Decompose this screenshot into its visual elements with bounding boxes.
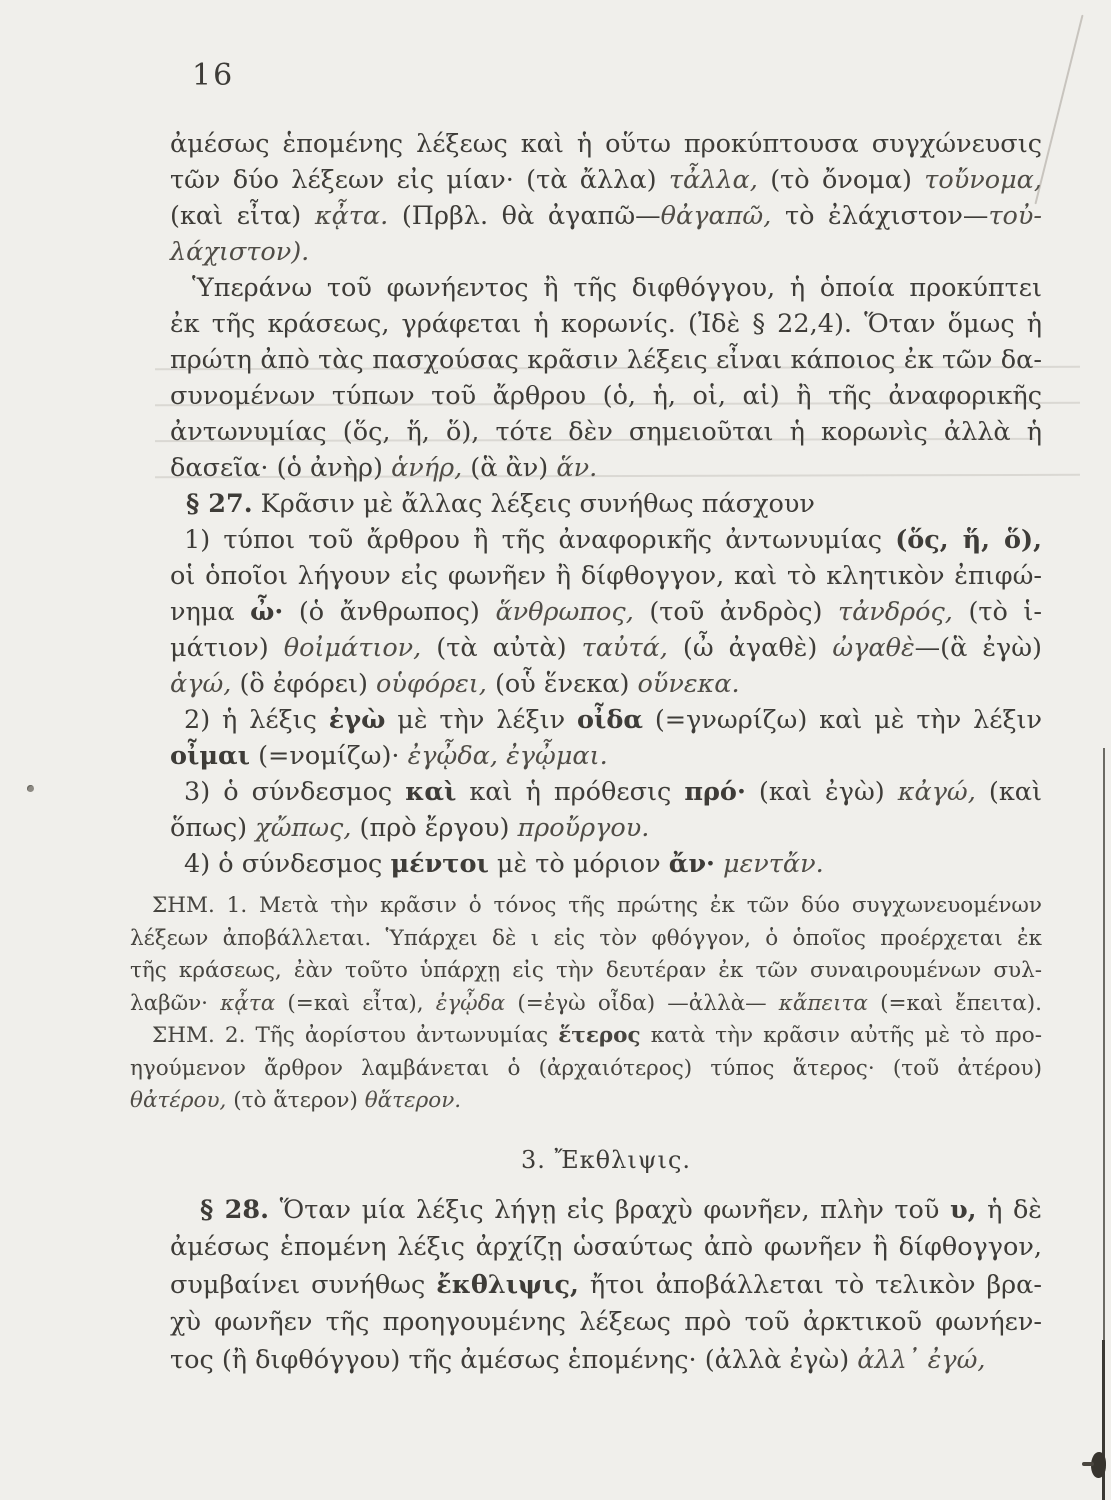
text-segment: λάχιστον). — [170, 237, 310, 267]
text-segment: χὺ φωνῆεν τῆς προηγουμένης λέξεως πρὸ τοῦ ἀρκτικοῦ φωνήεν- — [170, 1307, 1042, 1337]
text-segment: ἄν· — [668, 849, 715, 879]
text-segment: (ὃ ἐφόρει) — [231, 669, 377, 699]
text-segment: —(ἃ ἐγὼ) — [914, 633, 1042, 663]
text-segment: νημα — [170, 597, 251, 627]
text-segment: ἀντωνυμίας (ὅς, ἥ, ὅ), τότε δὲν σημειοῦται ἡ κορωνὶς ἀλλὰ ἡ — [170, 417, 1042, 447]
text-segment: (ὦ ἀγαθὲ) — [667, 633, 833, 663]
text-segment: πρώτη ἀπὸ τὰς πασχούσας κρᾶσιν λέξεις εἶναι κάποιος ἐκ τῶν δα- — [170, 345, 1042, 375]
text-segment: συνομένων τύπων τοῦ ἄρθρου (ὁ, ἡ, οἱ, αἱ) ἢ τῆς ἀναφορικῆς — [170, 381, 1042, 411]
text-segment: λέξεων ἀποβάλλεται. Ὑπάρχει δὲ ι εἰς τὸν φθόγγον, ὁ ὁποῖος προέρχεται ἐκ — [130, 925, 1042, 951]
text-segment: τοὐ- — [988, 201, 1043, 231]
text-line — [170, 846, 1042, 882]
text-segment: τῶν δύο λέξεων εἰς μίαν· (τὰ ἄλλα) — [170, 165, 669, 195]
text-line — [170, 450, 1042, 486]
text-line — [170, 702, 1042, 738]
text-line — [170, 342, 1042, 378]
text-segment: μεντἄν. — [723, 849, 824, 879]
text-segment: οἱ ὁποῖοι λήγουν εἰς φωνῆεν ἢ δίφθογγον, καὶ τὸ κλητικὸν ἐπιφώ- — [170, 561, 1042, 591]
text-segment: προὔργου. — [517, 813, 650, 843]
text-segment: Ὅταν μία λέξις λήγῃ εἰς βραχὺ φωνῆεν, πλὴν τοῦ — [269, 1194, 950, 1225]
text-segment: ηγούμενον ἄρθρον λαμβάνεται ὁ (ἀρχαιότερος) τύπος ἅτερος· (τοῦ ἀτέρου) — [130, 1055, 1042, 1081]
body-paragraph — [130, 126, 1042, 270]
text-segment: ἐκ τῆς κράσεως, γράφεται ἡ κορωνίς. (Ἰδὲ § 22,4). Ὅταν ὅμως ἡ — [170, 309, 1042, 339]
text-segment: πρό· — [684, 777, 746, 807]
text-segment: (τὰ αὐτὰ) — [421, 633, 582, 663]
text-segment: (=καὶ ἔπειτα). — [867, 990, 1042, 1016]
text-segment: (ὁ ἄνθρωπος) — [283, 597, 496, 627]
text-segment: τῆς κράσεως, ἐὰν τοῦτο ὑπάρχῃ εἰς τὴν δευτέραν ἐκ τῶν συναιρουμένων συλ- — [130, 958, 1042, 983]
text-segment: λαβῶν· — [130, 990, 221, 1016]
text-segment: μέντοι — [390, 849, 489, 879]
text-segment: ἀμέσως ἑπομένη λέξις ἀρχίζῃ ὡσαύτως ἀπὸ φωνῆεν ἢ δίφθογγον, — [170, 1232, 1042, 1262]
text-segment: οὑφόρει, — [376, 669, 487, 699]
text-line — [170, 306, 1042, 342]
paper-crease-line — [1034, 15, 1083, 205]
text-segment: § 28. — [200, 1194, 270, 1225]
text-segment: ταὐτά, — [581, 633, 668, 663]
ink-blob-spur — [1082, 1462, 1094, 1466]
text-segment: μὲ τὴν λέξιν — [385, 705, 577, 735]
text-segment: ἤτοι ἀποβάλλεται τὸ τελικὸν βρα- — [578, 1269, 1043, 1300]
text-column — [130, 126, 1042, 1379]
text-line — [130, 1085, 1042, 1118]
text-segment: κᾆτα — [220, 990, 276, 1016]
text-line — [170, 738, 1042, 774]
body-paragraph — [130, 1192, 1042, 1380]
text-segment: θἅτερον. — [364, 1088, 462, 1113]
text-segment: ὠγαθὲ — [832, 633, 915, 663]
text-segment: χὤπως, — [255, 813, 352, 843]
text-segment: οἶμαι — [170, 741, 250, 771]
body-paragraph — [130, 702, 1042, 774]
text-segment: (καὶ — [975, 777, 1042, 807]
text-line — [170, 126, 1042, 162]
text-segment: ἅνθρωπος, — [495, 597, 634, 627]
text-segment — [715, 849, 723, 879]
text-line — [170, 1192, 1042, 1230]
text-segment: τοὔνομα, — [924, 165, 1042, 195]
text-segment: ἅν. — [556, 453, 598, 483]
text-segment: Κρᾶσιν μὲ ἄλλας λέξεις συνήθως πάσχουν — [252, 489, 815, 519]
text-line — [170, 486, 1042, 522]
text-segment: ΣΗΜ. 1. Μετὰ τὴν κρᾶσιν ὁ τόνος τῆς πρώτης ἐκ τῶν δύο συγχωνευομένων — [152, 893, 1042, 918]
text-line — [170, 558, 1042, 594]
text-segment: τἆλλα, — [668, 165, 758, 195]
text-line — [170, 594, 1042, 630]
text-segment: οὕνεκα. — [637, 669, 740, 699]
body-paragraph — [130, 270, 1042, 486]
text-line — [130, 955, 1042, 988]
body-paragraph — [130, 486, 1042, 522]
text-line — [130, 988, 1042, 1021]
text-segment: συμβαίνει συνήθως — [170, 1269, 437, 1300]
text-segment: καὶ ἡ πρόθεσις — [456, 777, 685, 807]
text-segment: 4) ὁ σύνδεσμος — [184, 849, 391, 879]
text-segment: ἔκθλιψις, — [436, 1269, 579, 1300]
text-segment: ἁνήρ, — [391, 453, 463, 483]
text-line — [170, 162, 1042, 198]
text-segment: ἀμέσως ἑπομένης λέξεως καὶ ἡ οὕτω προκύπτουσα συγχώνευσις — [170, 129, 1042, 159]
text-segment: τος (ἢ διφθόγγου) τῆς ἀμέσως ἑπομένης· (ἀλλὰ ἐγὼ) — [170, 1344, 858, 1375]
text-segment: θἀγαπῶ, — [660, 201, 772, 231]
text-line — [170, 1342, 1042, 1380]
text-segment: δασεῖα· (ὁ ἀνὴρ) — [170, 453, 392, 483]
text-segment: ἀλλ᾽ ἐγώ, — [857, 1344, 986, 1375]
text-segment: ἐγᾦδα — [435, 990, 506, 1016]
text-segment: καὶ — [405, 777, 457, 807]
text-line — [170, 1304, 1042, 1342]
text-segment: κατὰ τὴν κρᾶσιν αὐτῆς μὲ τὸ προ- — [640, 1023, 1042, 1048]
text-segment: (=ἐγὼ οἶδα) —ἀλλὰ— — [505, 990, 779, 1016]
text-segment: θοἰμάτιον, — [283, 633, 422, 663]
text-segment: (πρὸ ἔργου) — [351, 813, 518, 843]
text-line — [170, 522, 1042, 558]
text-segment: κἄπειτα — [778, 990, 868, 1016]
text-segment: (τὸ ἅτερον) — [226, 1088, 365, 1113]
text-line — [170, 1267, 1042, 1305]
text-segment: 1) τύποι τοῦ ἄρθρου ἢ τῆς ἀναφορικῆς ἀντωνυμίας — [184, 525, 896, 555]
text-line — [170, 414, 1042, 450]
text-segment: (οὗ ἕνεκα) — [486, 669, 638, 699]
text-segment: υ, — [949, 1194, 977, 1225]
footnote-paragraph — [130, 890, 1042, 1020]
text-line — [170, 666, 1042, 702]
section-heading — [130, 1144, 1042, 1176]
text-segment: Ὑπεράνω τοῦ φωνήεντος ἢ τῆς διφθόγγου, ἡ ὁποία προκύπτει — [192, 273, 1042, 303]
text-segment: 3) ὁ σύνδεσμος — [184, 777, 406, 807]
page-number: 16 — [192, 58, 235, 93]
margin-speck — [27, 785, 34, 792]
text-line — [170, 1229, 1042, 1267]
text-segment: (τὸ ὄνομα) — [757, 165, 925, 195]
text-line — [130, 1020, 1042, 1053]
text-segment: οἶδα — [577, 705, 643, 735]
text-line — [170, 630, 1042, 666]
text-line — [170, 234, 1042, 270]
text-segment: § 27. — [186, 489, 253, 519]
text-segment: ΣΗΜ. 2. Τῆς ἀορίστου ἀντωνυμίας — [152, 1023, 559, 1048]
text-segment: ἡ δὲ — [976, 1194, 1042, 1225]
text-segment: (=γνωρίζω) καὶ μὲ τὴν λέξιν — [642, 705, 1042, 735]
text-segment: ἕτερος — [558, 1023, 641, 1048]
text-segment: κἀγώ, — [897, 777, 976, 807]
text-segment: τἀνδρός, — [837, 597, 953, 627]
text-segment: μάτιον) — [170, 633, 284, 663]
text-segment: ὦ· — [250, 597, 284, 627]
text-line — [170, 774, 1042, 810]
body-paragraph — [130, 846, 1042, 882]
text-segment: (=καὶ εἶτα), — [275, 990, 436, 1016]
text-line — [130, 923, 1042, 956]
text-segment: (τοῦ ἀνδρὸς) — [633, 597, 838, 627]
body-paragraph — [130, 522, 1042, 702]
text-line — [170, 810, 1042, 846]
text-line — [170, 378, 1042, 414]
text-segment: ὅπως) — [170, 813, 256, 843]
text-segment: τὸ ἐλάχιστον— — [771, 201, 989, 231]
text-line — [170, 270, 1042, 306]
body-paragraph — [130, 774, 1042, 846]
text-segment: (ἃ ἂν) — [462, 453, 557, 483]
footnote-paragraph — [130, 1020, 1042, 1118]
text-line — [130, 1053, 1042, 1086]
text-segment: (καὶ εἶτα) — [170, 201, 315, 231]
text-segment: (Πρβλ. θὰ ἀγαπῶ— — [388, 201, 661, 231]
text-segment: ἁγώ, — [170, 669, 232, 699]
text-line — [130, 890, 1042, 923]
text-segment: ἐγὼ — [328, 705, 386, 735]
text-segment: 2) ἡ λέξις — [184, 705, 329, 735]
text-segment: (ὅς, ἥ, ὅ), — [895, 525, 1042, 555]
text-segment: (καὶ ἐγὼ) — [745, 777, 898, 807]
text-segment: μὲ τὸ μόριον — [488, 849, 669, 879]
text-segment: ἐγᾦδα, ἐγᾦμαι. — [407, 741, 608, 771]
text-line — [170, 198, 1042, 234]
heading-text: 3. Ἔκθλιψις. — [520, 1145, 692, 1174]
text-segment: θἀτέρου, — [130, 1088, 227, 1113]
text-segment: κᾆτα. — [314, 201, 389, 231]
text-segment: (τὸ ἱ- — [952, 597, 1043, 627]
text-segment: (=νομίζω)· — [249, 741, 408, 771]
